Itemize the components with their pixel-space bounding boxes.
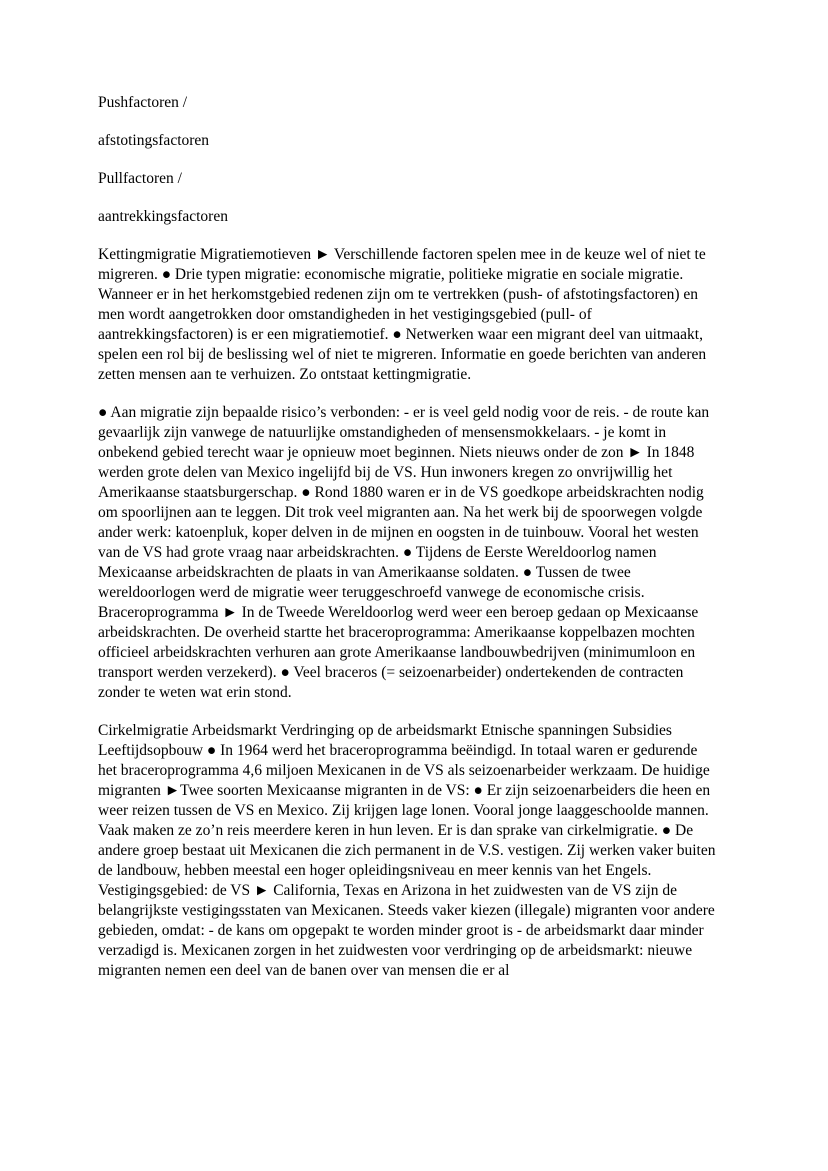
body-paragraph-migratiemotieven: Kettingmigratie Migratiemotieven ► Verschillende factoren spelen mee in de keuze wel of niet te migreren. ● Drie typen migratie: economische migratie, politieke migratie en sociale migratie. Wanneer er in het herkomstgebied redenen zijn om te vertrekken (push- of afstotingsfactoren) en men wordt aangetrokken door omstandigheden in het vestigingsgebied (pull- of aantrekkingsfactoren) is er een migratiemotief. ● Netwerken waar een migrant deel van uitmaakt, spelen een rol bij de beslissing wel of niet te migreren. Informatie en goede berichten van anderen zetten mensen aan te verhuizen. Zo ontstaat kettingmigratie.: [98, 246, 711, 383]
term-line-pushfactoren: Pushfactoren /: [98, 94, 188, 111]
body-paragraph-risicos-braceroprogramma: ● Aan migratie zijn bepaalde risico’s verbonden: - er is veel geld nodig voor de reis. - de route kan gevaarlijk zijn vanwege de natuurlijke omstandigheden of mensensmokkelaars. - je komt in onbekend gebied terecht waar je opnieuw moet beginnen. Niets nieuws onder de zon ► In 1848 werden grote delen van Mexico ingelijfd bij de VS. Hun inwoners kregen zo onvrijwillig het Amerikaanse staatsburgerschap. ● Rond 1880 waren er in de VS goedkope arbeidskrachten nodig om spoorlijnen aan te leggen. Dit trok veel migranten aan. Na het werk bij de spoorwegen volgde ander werk: katoenpluk, koper delven in de mijnen en oogsten in de tuinbouw. Vooral het westen van de VS had grote vraag naar arbeidskrachten. ● Tijdens de Eerste Wereldoorlog namen Mexicaanse arbeidskrachten de plaats in van Amerikaanse soldaten. ● Tussen de twee wereldoorlogen werd de migratie weer teruggeschroefd vanwege de economische crisis. Braceroprogramma ► In de Tweede Wereldoorlog werd weer een beroep gedaan op Mexicaanse arbeidskrachten. De overheid startte het braceroprogramma: Amerikaanse koppelbazen mochten officieel arbeidskrachten verhuren aan grote Amerikaanse landbouwbedrijven (minimumloon en transport werden verzekerd). ● Veel braceros (= seizoenarbeider) ondertekenden de contracten zonder te weten wat erin stond.: [98, 404, 713, 701]
body-paragraph-cirkelmigratie-vestigingsgebied: Cirkelmigratie Arbeidsmarkt Verdringing op de arbeidsmarkt Etnische spanningen Subsidies Leeftijdsopbouw ● In 1964 werd het braceroprogramma beëindigd. In totaal waren er gedurende het braceroprogramma 4,6 miljoen Mexicanen in de VS als seizoenarbeider werkzaam. De huidige migranten ►Twee soorten Mexicaanse migranten in de VS: ● Er zijn seizoenarbeiders die heen en weer reizen tussen de VS en Mexico. Zij krijgen lage lonen. Vooral jonge laaggeschoolde mannen. Vaak maken ze zo’n reis meerdere keren in hun leven. Er is dan sprake van cirkelmigratie. ● De andere groep bestaat uit Mexicanen die zich permanent in de V.S. vestigen. Zij werken vaker buiten de landbouw, hebben meestal een hoger opleidingsniveau en meer kennis van het Engels. Vestigingsgebied: de VS ► California, Texas en Arizona in het zuidwesten van de VS zijn de belangrijkste vestigingsstaten van Mexicanen. Steeds vaker kiezen (illegale) migranten voor andere gebieden, omdat: - de kans om opgepakt te worden minder groot is - de arbeidsmarkt daar minder verzadigd is. Mexicanen zorgen in het zuidwesten voor verdringing op de arbeidsmarkt: nieuwe migranten nemen een deel van de banen over van mensen die er al: [98, 722, 720, 979]
term-line-pullfactoren: Pullfactoren /: [98, 170, 182, 187]
term-line-aantrekkingsfactoren: aantrekkingsfactoren: [98, 208, 228, 225]
term-line-afstotingsfactoren: afstotingsfactoren: [98, 132, 210, 149]
